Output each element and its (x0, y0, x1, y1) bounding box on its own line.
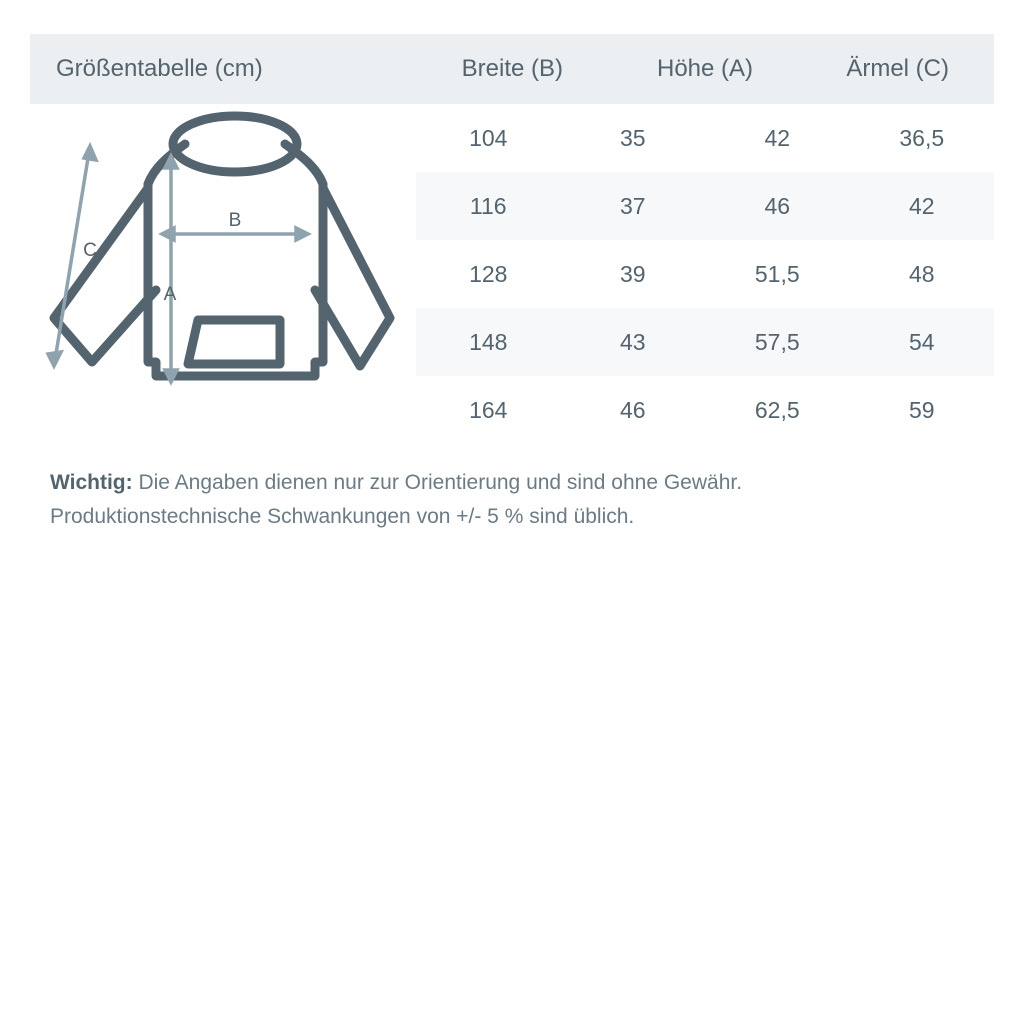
dimension-label-c: C (83, 240, 97, 261)
cell-sleeve: 48 (908, 260, 935, 287)
column-header-height: Höhe (A) (656, 55, 754, 82)
cell-size: 128 (469, 260, 508, 287)
cell-height: 42 (764, 124, 791, 151)
disclaimer-note (30, 466, 990, 534)
dimension-label-a: A (163, 284, 177, 305)
cell-height: 57,5 (754, 328, 800, 355)
cell-size: 116 (469, 192, 507, 219)
cell-width: 43 (619, 328, 646, 355)
page-title: Größentabelle (cm) (56, 55, 263, 82)
table-row (416, 172, 994, 240)
cell-width: 37 (619, 192, 646, 219)
size-table (416, 104, 994, 444)
dimension-label-b: B (228, 210, 242, 231)
table-row (416, 240, 994, 308)
table-row (416, 376, 994, 444)
table-row (416, 104, 994, 172)
cell-sleeve: 36,5 (899, 124, 945, 151)
cell-size: 148 (469, 328, 508, 355)
cell-width: 46 (619, 396, 646, 423)
cell-sleeve: 54 (908, 328, 935, 355)
disclaimer-line-2: Produktionstechnische Schwankungen von +/- 5 % sind üblich. (50, 505, 635, 528)
column-header-width: Breite (B) (461, 55, 564, 82)
column-header-sleeve: Ärmel (C) (846, 55, 949, 82)
disclaimer-line-1: Die Angaben dienen nur zur Orientierung und sind ohne Gewähr. (132, 471, 743, 494)
cell-width: 35 (619, 124, 646, 151)
cell-height: 62,5 (754, 396, 800, 423)
cell-sleeve: 42 (908, 192, 935, 219)
cell-sleeve: 59 (908, 396, 935, 423)
cell-size: 104 (469, 124, 508, 151)
cell-size: 164 (469, 396, 508, 423)
cell-height: 51,5 (754, 260, 800, 287)
size-chart (30, 34, 994, 534)
size-chart-header (30, 34, 994, 104)
cell-width: 39 (619, 260, 646, 287)
table-row (416, 308, 994, 376)
cell-height: 46 (764, 192, 791, 219)
size-chart-body (30, 104, 994, 444)
disclaimer-label: Wichtig: (50, 471, 133, 494)
hoodie-measurement-diagram (30, 104, 416, 444)
